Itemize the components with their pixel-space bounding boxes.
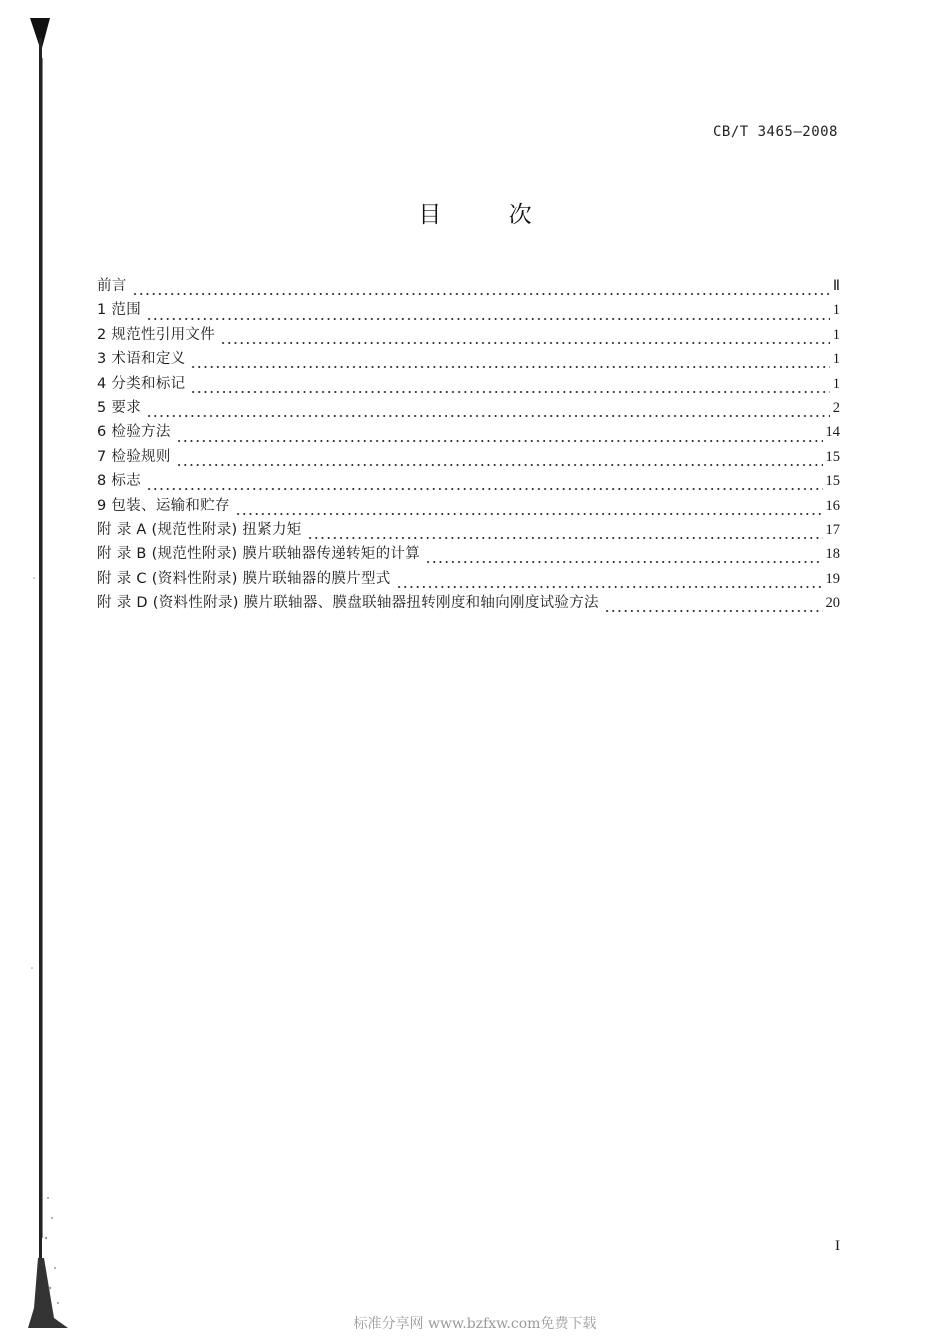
toc-entry[interactable] — [97, 396, 840, 420]
toc-dot-leader — [146, 404, 830, 418]
toc-entry[interactable] — [97, 494, 840, 518]
toc-entry-label: 3 术语和定义 — [97, 351, 186, 368]
toc-entry[interactable] — [97, 274, 840, 298]
toc-dot-leader — [307, 526, 823, 540]
toc-entry-page: Ⅱ — [832, 278, 840, 294]
toc-dot-leader — [132, 282, 830, 296]
toc-dot-leader — [235, 502, 823, 516]
toc-entry-page: 15 — [825, 448, 840, 465]
toc-entry-label: 2 规范性引用文件 — [97, 326, 216, 343]
toc-entry[interactable] — [97, 469, 840, 493]
page-number: I — [835, 1238, 840, 1254]
toc-dot-leader — [425, 550, 823, 564]
standard-code: CB/T 3465—2008 — [712, 124, 838, 140]
toc-entry-page: 1 — [832, 302, 840, 319]
toc-entry-label: 前言 — [97, 278, 127, 294]
toc-entry-label: 附 录 C (资料性附录) 膜片联轴器的膜片型式 — [97, 570, 391, 587]
toc-entry-page: 15 — [825, 473, 840, 490]
toc-entry-page: 1 — [832, 326, 840, 343]
toc-dot-leader — [604, 599, 823, 613]
toc-entry-label: 附 录 D (资料性附录) 膜片联轴器、膜盘联轴器扭转刚度和轴向刚度试验方法 — [97, 595, 599, 612]
toc-dot-leader — [190, 380, 829, 394]
toc-entry-label: 8 标志 — [97, 473, 142, 490]
toc-entry-label: 7 检验规则 — [97, 448, 171, 465]
toc-entry[interactable] — [97, 542, 840, 566]
toc-entry-label: 附 录 A (规范性附录) 扭紧力矩 — [97, 521, 302, 538]
toc-entry-page: 20 — [825, 595, 840, 612]
toc-dot-leader — [396, 575, 823, 589]
toc-dot-leader — [190, 355, 829, 369]
toc-entry-page: 1 — [832, 375, 840, 392]
toc-entry-label: 4 分类和标记 — [97, 375, 186, 392]
toc-dot-leader — [220, 331, 830, 345]
toc-entry[interactable] — [97, 347, 840, 371]
toc-entry[interactable] — [97, 372, 840, 396]
toc-entry[interactable] — [97, 567, 840, 591]
toc-dot-leader — [146, 477, 822, 491]
watermark-text: 标准分享网 www.bzfxw.com免费下载 — [353, 1316, 597, 1332]
toc-entry-label: 附 录 B (规范性附录) 膜片联轴器传递转矩的计算 — [97, 546, 420, 563]
toc-entry[interactable] — [97, 420, 840, 444]
toc-entry-page: 14 — [825, 424, 840, 441]
toc-entry-page: 16 — [825, 497, 840, 514]
toc-entry-page: 18 — [825, 546, 840, 563]
toc-entry[interactable] — [97, 518, 840, 542]
toc-entry-page: 2 — [832, 399, 840, 416]
toc-entry-page: 1 — [832, 351, 840, 368]
toc-dot-leader — [176, 453, 823, 467]
toc-entry[interactable] — [97, 298, 840, 322]
toc-dot-leader — [176, 429, 823, 443]
toc-entry[interactable] — [97, 445, 840, 469]
toc-entry-label: 9 包装、运输和贮存 — [97, 497, 230, 514]
toc-entry-page: 19 — [825, 570, 840, 587]
toc-title: 目 次 — [418, 202, 562, 228]
toc-entry[interactable] — [97, 323, 840, 347]
table-of-contents — [97, 274, 840, 615]
toc-entry-page: 17 — [825, 521, 840, 538]
toc-dot-leader — [146, 307, 830, 321]
toc-entry-label: 6 检验方法 — [97, 424, 171, 441]
toc-entry[interactable] — [97, 591, 840, 615]
toc-entry-label: 1 范围 — [97, 302, 142, 319]
toc-entry-label: 5 要求 — [97, 399, 142, 416]
